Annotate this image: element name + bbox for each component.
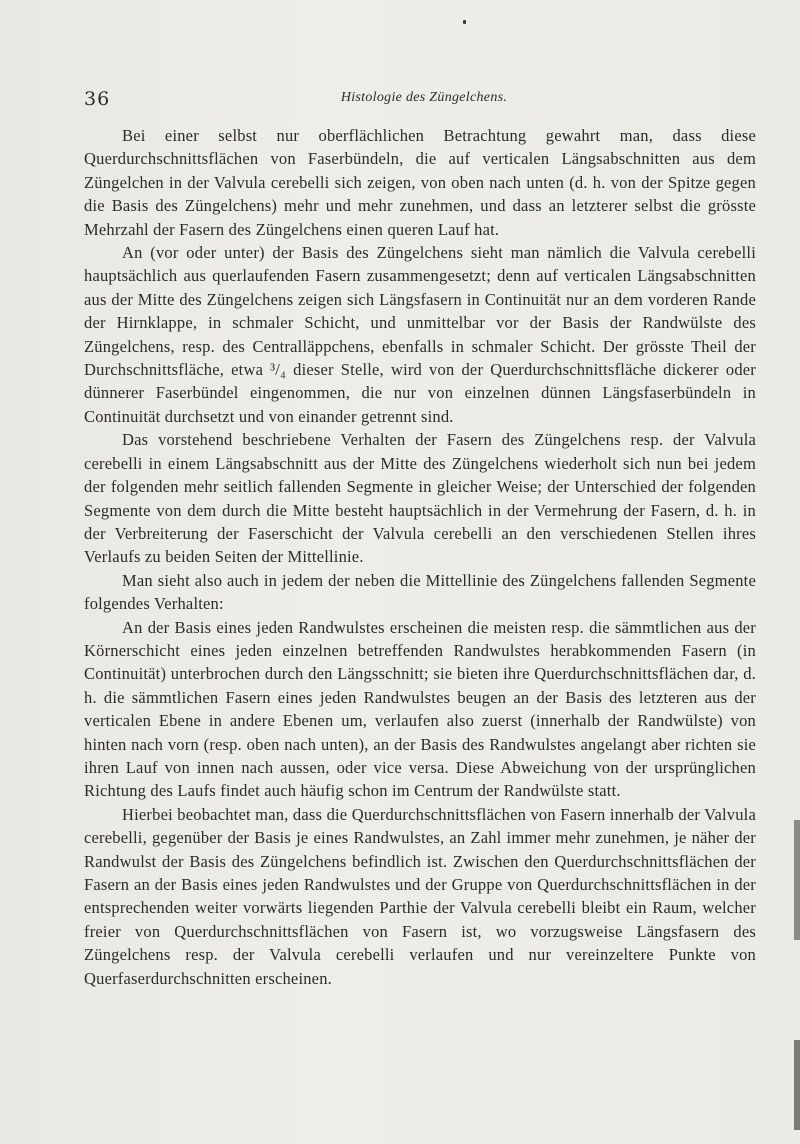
page-number: 36 <box>84 88 111 110</box>
paragraph: Das vorstehend beschriebene Verhalten der Fasern des Züngelchens resp. der Valvula cerebelli in einem Längsabschnitt aus der Mitte des Züngelchens wiederholt sich nun bei jedem der folgenden mehr seitlich fallenden Segmente in gleicher Weise; der Unterschied der folgenden Segmente von dem durch die Mitte besteht hauptsächlich in der Vermehrung der Fasern, d. h. in der Verbreiterung der Faserschicht der Valvula cerebelli an den verschiedenen Stellen ihres Verlaufs zu beiden Seiten der Mittellinie. <box>84 430 756 567</box>
page-header <box>84 88 764 114</box>
page-edge-shadow <box>794 1040 800 1130</box>
paragraph: An der Basis eines jeden Randwulstes erscheinen die meisten resp. die sämmtlichen aus der Körnerschicht eines jeden einzelnen betreffenden Randwulstes herabkommenden Fasern (in Continuität) unterbrochen durch den Längsschnitt; sie bieten ihre Querdurchschnittsflächen dar, d. h. die sämmtlichen Fasern eines jeden Randwulstes beugen an der Basis des letzteren aus der verticalen Ebene in andere Ebenen um, verlaufen also zuerst (innerhalb der Randwülste) von hinten nach vorn (resp. oben nach unten), an der Basis des Randwulstes angelangt aber richten sie ihren Lauf von innen nach aussen, oder vice versa. Diese Abweichung von der ursprünglichen Richtung des Laufs findet auch häufig schon im Centrum der Randwülste statt. <box>84 617 756 801</box>
ink-speck <box>463 20 466 24</box>
running-head: Histologie des Züngelchens. <box>340 90 508 105</box>
paragraph: Bei einer selbst nur oberflächlichen Betrachtung gewahrt man, dass diese Querdurchschnittsflächen von Faserbündeln, die auf verticalen Längsabschnitten aus dem Züngelchen in der Valvula cerebelli sich zeigen, von oben nach unten (d. h. von der Spitze gegen die Basis des Züngelchens) mehr und mehr zunehmen, und dass an letzterer selbst die grösste Mehrzahl der Fasern des Züngelchens einen queren Lauf hat. <box>84 126 756 239</box>
page-edge-shadow <box>794 820 800 940</box>
paragraph: Man sieht also auch in jedem der neben die Mittellinie des Züngelchens fallenden Segmente folgendes Verhalten: <box>84 570 756 614</box>
paragraph: Hierbei beobachtet man, dass die Querdurchschnittsflächen von Fasern innerhalb der Valvula cerebelli, gegenüber der Basis je eines Randwulstes, an Zahl immer mehr zunehmen, je näher der Randwulst der Basis des Züngelchens befindlich ist. Zwischen den Querdurchschnittsflächen der Fasern an der Basis eines jeden Randwulstes und der Gruppe von Querdurchschnittsflächen in der entsprechenden weiter vorwärts liegenden Parthie der Valvula cerebelli bleibt ein Raum, welcher freier von Querdurchschnittsflächen von Fasern ist, wo vorzugsweise Längsfasern des Züngelchens resp. der Valvula cerebelli verlaufen und nur vereinzeltere Punkte von Querfaserdurchschnitten erscheinen. <box>84 804 756 988</box>
paragraph: An (vor oder unter) der Basis des Züngelchens sieht man nämlich die Valvula cerebelli hauptsächlich aus querlaufenden Fasern zusammengesetzt; denn auf verticalen Längsabschnitten aus der Mitte des Züngelchens zeigen sich Längsfasern in Continuität nur an dem vorderen Rande der Hirnklappe, in schmaler Schicht, und unmittelbar vor der Basis der Randwülste des Züngelchens, resp. des Centralläppchens, ebenfalls in schmaler Schicht. Der grösste Theil der Durchschnittsfläche, etwa ³/₄ dieser Stelle, wird von der Querdurchschnittsfläche dickerer oder dünnerer Faserbündel eingenommen, die nur von einzelnen dünnen Längsfaserbündeln in Continuität durchsetzt und von einander getrennt sind. <box>84 243 756 426</box>
body-text <box>84 124 756 990</box>
